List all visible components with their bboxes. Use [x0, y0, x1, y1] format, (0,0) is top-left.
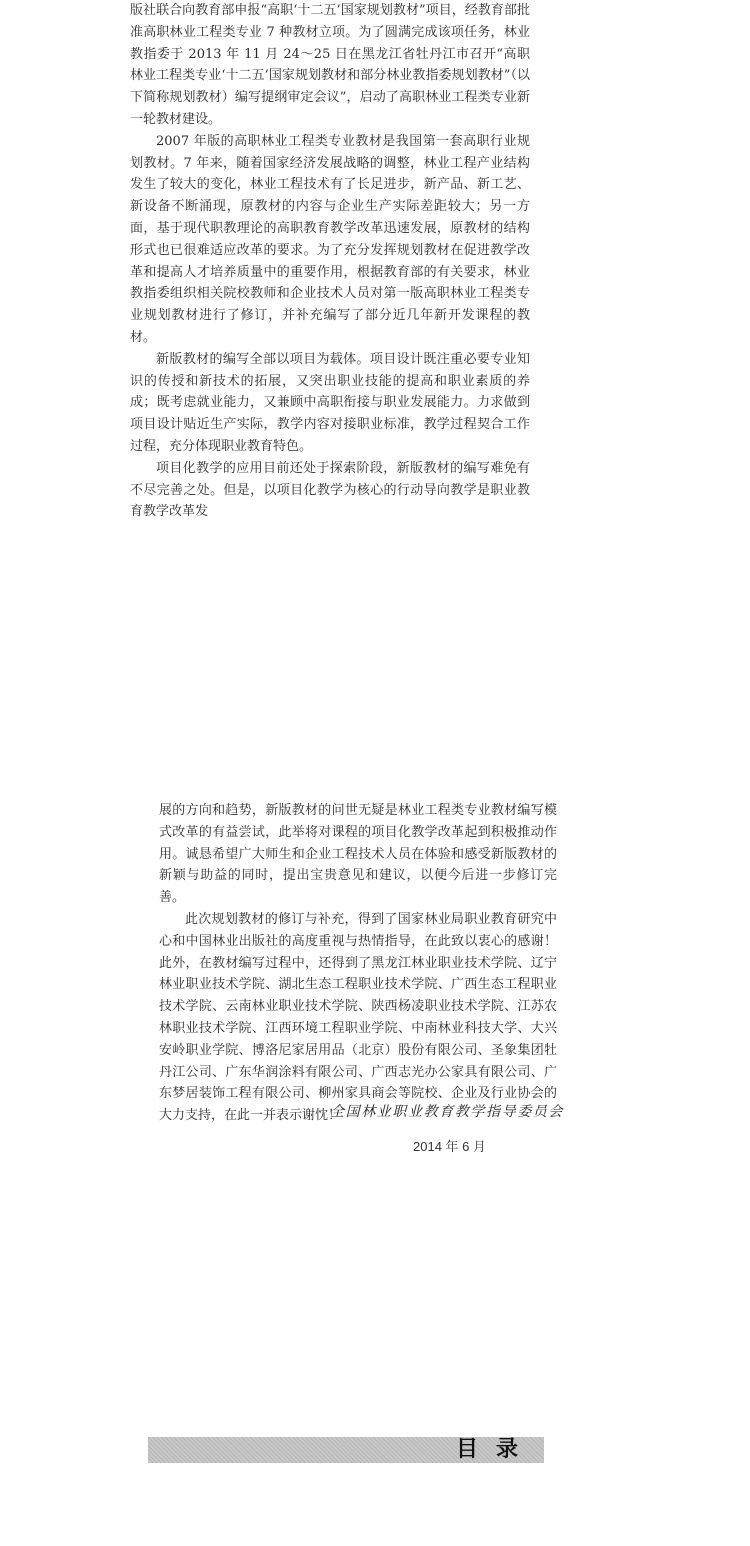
paragraph: 项目化教学的应用目前还处于探索阶段，新版教材的编写难免有不尽完善之处。但是，以项目化教学为核心的行动导向教学是职业教育教学改革发 [130, 460, 530, 520]
toc-heading-banner [148, 1437, 544, 1463]
paragraph: 此次规划教材的修订与补充，得到了国家林业局职业教育研究中心和中国林业出版社的高度重视与热情指导，在此致以衷心的感谢！此外，在教材编写过程中，还得到了黑龙江林业职业技术学院、辽宁林业职业技术学院、湖北生态工程职业技术学院、广西生态工程职业技术学院、云南林业职业技术学院、陕西杨凌职业技术学院、江苏农林职业技术学院、江西环境工程职业学院、中南林业科技大学、大兴安岭职业学院、博洛尼家居用品（北京）股份有限公司、圣象集团牡丹江公司、广东华润涂料有限公司、广西志光办公家具有限公司、广东梦居装饰工程有限公司、柳州家具商会等院校、企业及行业协会的大力支持，在此一并表示谢忱！ [159, 911, 557, 1124]
preface-text-bottom [159, 800, 564, 1127]
paragraph: 2007 年版的高职林业工程类专业教材是我国第一套高职行业规划教材。7 年来，随着国家经济发展战略的调整，林业工程产业结构发生了较大的变化，林业工程技术有了长足进步，新产品、新工艺、新设备不断涌现，原教材的内容与企业生产实际差距较大；另一方面，基于现代职教理论的高职教育教学改革迅速发展，原教材的结构形式也已很难适应改革的要求。为了充分发挥规划教材在促进教学改革和提高人才培养质量中的重要作用，根据教育部的有关要求，林业教指委组织相关院校教师和企业技术人员对第一版高职林业工程类专业规划教材进行了修订，并补充编写了部分近几年新开发课程的教材。 [130, 133, 530, 345]
paragraph: 新版教材的编写全部以项目为载体。项目设计既注重必要专业知识的传授和新技术的拓展，又突出职业技能的提高和职业素质的养成；既考虑就业能力，又兼顾中高职衔接与职业发展能力。力求做到项目设计贴近生产实际，教学内容对接职业标准，教学过程契合工作过程，充分体现职业教育特色。 [130, 351, 530, 454]
signature-organization: 全国林业职业教育教学指导委员会 [330, 1104, 564, 1120]
signature-date: 2014 年 6 月 [413, 1139, 486, 1154]
paragraph: 版社联合向教育部申报“高职‘十二五’国家规划教材”项目，经教育部批准高职林业工程类专业 7 种教材立项。为了圆满完成该项任务，林业教指委于 2013 年 11 月 24～25 日在黑龙江省牡丹江市召开“高职林业工程类专业‘十二五’国家规划教材和部分林业教指委规划教材”（以下简称规划教材）编写提纲审定会议”，启动了高职林业工程类专业新一轮教材建设。 [130, 3, 530, 127]
toc-title: 目录 [455, 1437, 536, 1462]
paragraph: 展的方向和趋势，新版教材的问世无疑是林业工程类专业教材编写模式改革的有益尝试，此举将对课程的项目化教学改革起到积极推动作用。诚恳希望广大师生和企业工程技术人员在体验和感受新版教材的新颖与助益的同时，提出宝贵意见和建议，以便今后进一步修订完善。 [159, 803, 557, 906]
preface-text-top [130, 0, 530, 523]
